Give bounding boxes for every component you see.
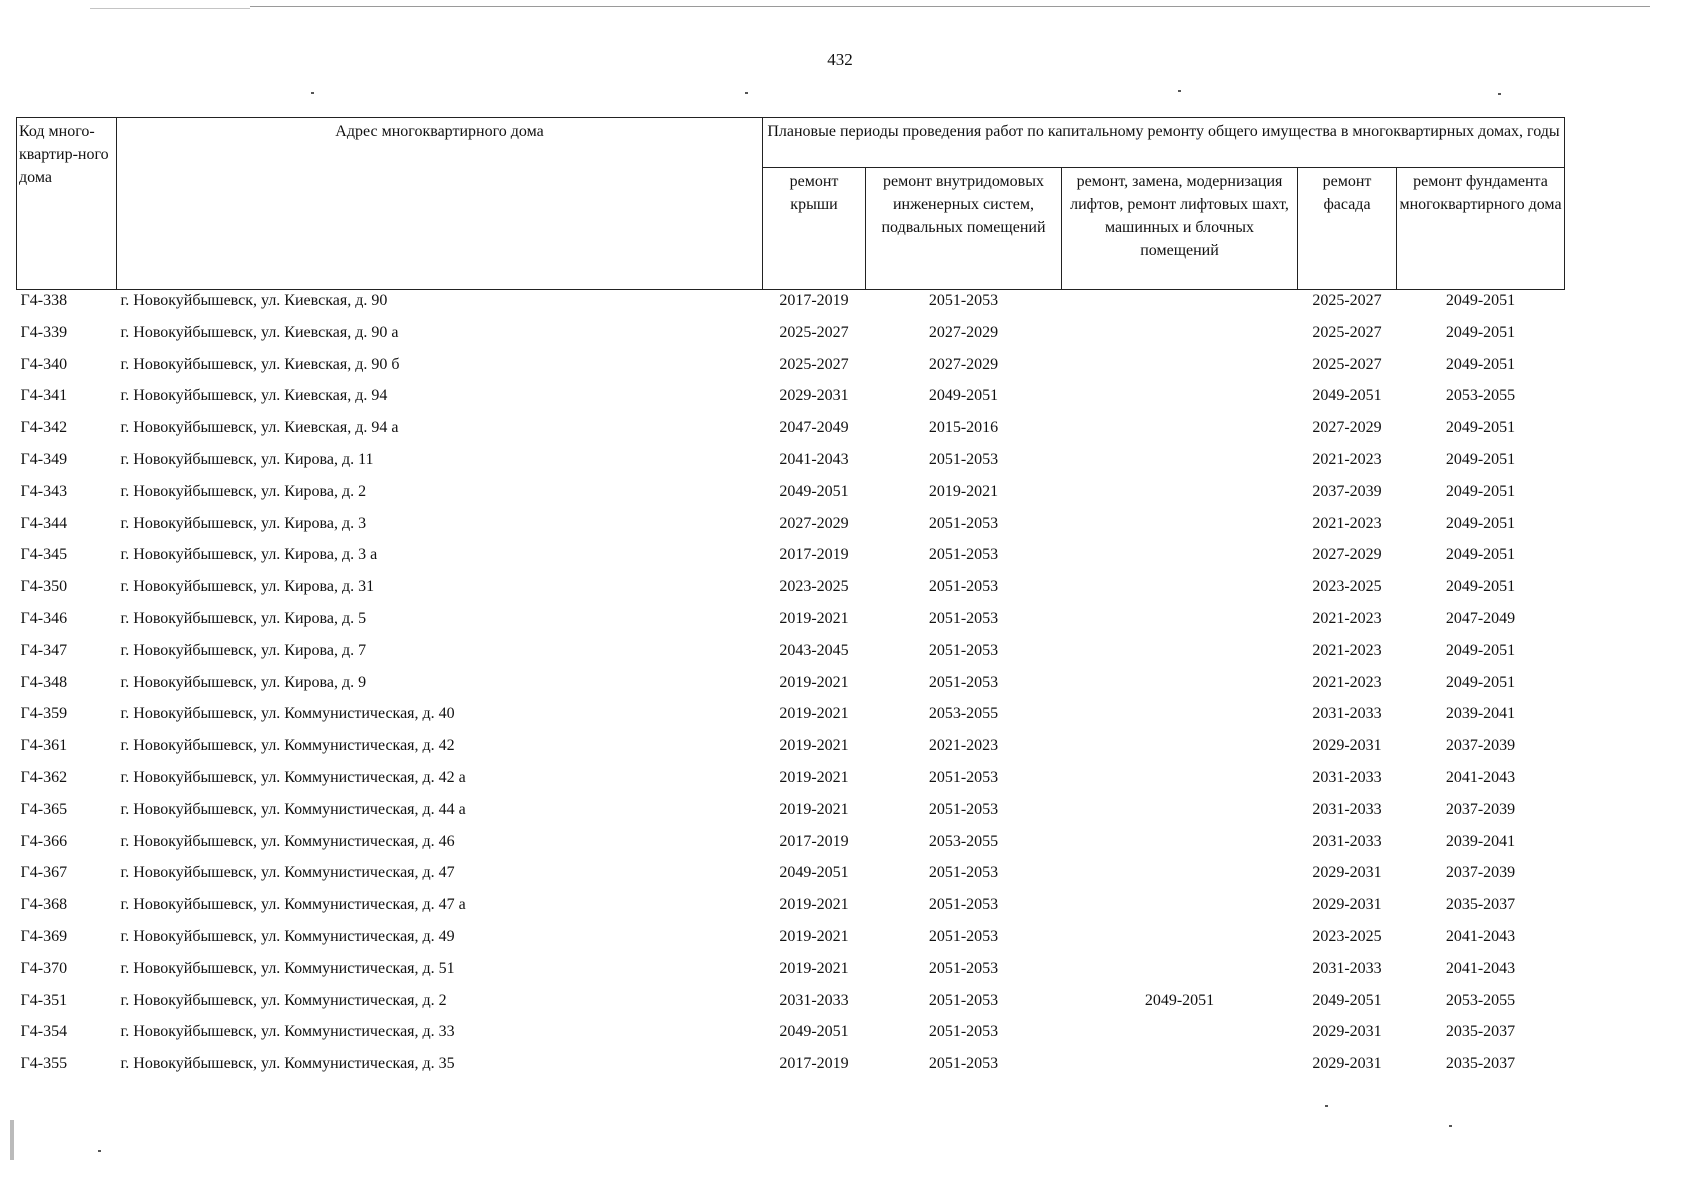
cell-systems: 2019-2021 bbox=[928, 482, 999, 500]
cell-address: г. Новокуйбышевск, ул. Коммунистическая, д. 47 а bbox=[120, 896, 466, 914]
cell-lifts bbox=[1062, 862, 1298, 894]
cell-facade: 2025-2027 bbox=[1312, 292, 1382, 309]
cell-facade: 2031-2033 bbox=[1312, 768, 1382, 786]
cell-roof: 2017-2019 bbox=[779, 292, 849, 309]
cell-facade: 2049-2051 bbox=[1312, 991, 1382, 1009]
header-foundation: ремонт фундамента многоквартирного дома bbox=[1397, 168, 1565, 290]
cell-lifts bbox=[1062, 735, 1298, 767]
cell-systems: 2051-2053 bbox=[928, 609, 999, 627]
cell-roof: 2029-2031 bbox=[779, 387, 849, 405]
table-body bbox=[17, 290, 1565, 1085]
cell-lifts bbox=[1062, 322, 1298, 354]
cell-code: Г4-365 bbox=[20, 800, 68, 818]
table-row bbox=[17, 481, 1565, 513]
cell-address: г. Новокуйбышевск, ул. Кирова, д. 5 bbox=[120, 609, 367, 627]
cell-roof: 2019-2021 bbox=[779, 673, 849, 691]
cell-foundation: 2037-2039 bbox=[1445, 737, 1516, 755]
cell-roof: 2041-2043 bbox=[779, 450, 849, 468]
cell-facade: 2031-2033 bbox=[1312, 800, 1382, 818]
cell-address: г. Новокуйбышевск, ул. Коммунистическая, д. 2 bbox=[120, 991, 447, 1009]
cell-systems: 2051-2053 bbox=[928, 1023, 999, 1041]
cell-systems: 2051-2053 bbox=[928, 800, 999, 818]
cell-foundation: 2041-2043 bbox=[1445, 959, 1516, 977]
cell-foundation: 2053-2055 bbox=[1445, 387, 1516, 405]
cell-foundation: 2049-2051 bbox=[1445, 292, 1516, 309]
cell-lifts bbox=[1062, 1053, 1298, 1085]
cell-code: Г4-366 bbox=[20, 832, 68, 850]
cell-roof: 2017-2019 bbox=[779, 546, 849, 564]
cell-address: г. Новокуйбышевск, ул. Кирова, д. 9 bbox=[120, 673, 367, 691]
cell-systems: 2053-2055 bbox=[928, 705, 999, 723]
cell-code: Г4-355 bbox=[20, 1055, 68, 1073]
table-row bbox=[17, 576, 1565, 608]
cell-roof: 2049-2051 bbox=[779, 482, 849, 500]
cell-roof: 2049-2051 bbox=[779, 864, 849, 882]
header-address: Адрес многоквартирного дома bbox=[117, 118, 763, 290]
cell-roof: 2017-2019 bbox=[779, 1055, 849, 1073]
cell-code: Г4-349 bbox=[20, 450, 68, 468]
table-row bbox=[17, 703, 1565, 735]
cell-systems: 2051-2053 bbox=[928, 896, 999, 914]
cell-address: г. Новокуйбышевск, ул. Коммунистическая, д. 44 а bbox=[120, 800, 466, 818]
cell-facade: 2021-2023 bbox=[1312, 641, 1382, 659]
capital-repair-schedule-table bbox=[16, 117, 1565, 1085]
table-row bbox=[17, 958, 1565, 990]
cell-code: Г4-359 bbox=[20, 705, 68, 723]
table-row bbox=[17, 640, 1565, 672]
cell-code: Г4-346 bbox=[20, 609, 68, 627]
cell-address: г. Новокуйбышевск, ул. Коммунистическая, д. 33 bbox=[120, 1023, 455, 1041]
cell-code: Г4-362 bbox=[20, 768, 68, 786]
table-row bbox=[17, 799, 1565, 831]
cell-facade: 2021-2023 bbox=[1312, 673, 1382, 691]
cell-roof: 2025-2027 bbox=[779, 323, 849, 341]
cell-lifts bbox=[1062, 640, 1298, 672]
header-code: Код много-квартир-ного дома bbox=[17, 118, 117, 290]
scan-speck bbox=[1325, 1105, 1328, 1107]
table-row bbox=[17, 608, 1565, 640]
cell-roof: 2043-2045 bbox=[779, 641, 849, 659]
cell-systems: 2051-2053 bbox=[928, 927, 999, 945]
cell-roof: 2031-2033 bbox=[779, 991, 849, 1009]
cell-code: Г4-344 bbox=[20, 514, 68, 532]
cell-facade: 2027-2029 bbox=[1312, 419, 1382, 437]
cell-code: Г4-348 bbox=[20, 673, 68, 691]
header-facade: ремонт фасада bbox=[1298, 168, 1397, 290]
cell-foundation: 2039-2041 bbox=[1445, 832, 1516, 850]
cell-systems: 2051-2053 bbox=[928, 546, 999, 564]
cell-code: Г4-342 bbox=[20, 419, 68, 437]
cell-lifts: 2049-2051 bbox=[1144, 991, 1215, 1009]
cell-address: г. Новокуйбышевск, ул. Кирова, д. 7 bbox=[120, 641, 367, 659]
cell-lifts bbox=[1062, 544, 1298, 576]
cell-address: г. Новокуйбышевск, ул. Коммунистическая, д. 51 bbox=[120, 959, 455, 977]
cell-facade: 2023-2025 bbox=[1312, 578, 1382, 596]
table-row bbox=[17, 926, 1565, 958]
table-row bbox=[17, 990, 1565, 1022]
cell-address: г. Новокуйбышевск, ул. Коммунистическая, д. 46 bbox=[120, 832, 455, 850]
cell-facade: 2031-2033 bbox=[1312, 705, 1382, 723]
cell-code: Г4-351 bbox=[20, 991, 68, 1009]
cell-address: г. Новокуйбышевск, ул. Киевская, д. 94 bbox=[120, 387, 388, 405]
cell-foundation: 2049-2051 bbox=[1445, 514, 1516, 532]
cell-systems: 2015-2016 bbox=[928, 419, 999, 437]
cell-facade: 2021-2023 bbox=[1312, 450, 1382, 468]
table-row bbox=[17, 894, 1565, 926]
scan-speck bbox=[1449, 1125, 1452, 1127]
cell-systems: 2053-2055 bbox=[928, 832, 999, 850]
cell-facade: 2031-2033 bbox=[1312, 832, 1382, 850]
cell-systems: 2051-2053 bbox=[928, 864, 999, 882]
cell-foundation: 2049-2051 bbox=[1445, 355, 1516, 373]
cell-facade: 2025-2027 bbox=[1312, 323, 1382, 341]
cell-address: г. Новокуйбышевск, ул. Кирова, д. 11 bbox=[120, 450, 374, 468]
table-row bbox=[17, 767, 1565, 799]
cell-systems: 2051-2053 bbox=[928, 768, 999, 786]
cell-roof: 2019-2021 bbox=[779, 800, 849, 818]
cell-address: г. Новокуйбышевск, ул. Киевская, д. 90 б bbox=[120, 355, 400, 373]
cell-address: г. Новокуйбышевск, ул. Коммунистическая, д. 42 bbox=[120, 737, 455, 755]
cell-roof: 2019-2021 bbox=[779, 896, 849, 914]
cell-address: г. Новокуйбышевск, ул. Киевская, д. 90 а bbox=[120, 323, 399, 341]
cell-address: г. Новокуйбышевск, ул. Киевская, д. 94 а bbox=[120, 419, 399, 437]
cell-foundation: 2049-2051 bbox=[1445, 323, 1516, 341]
cell-foundation: 2049-2051 bbox=[1445, 673, 1516, 691]
cell-code: Г4-354 bbox=[20, 1023, 68, 1041]
header-roof: ремонт крыши bbox=[763, 168, 866, 290]
header-lifts: ремонт, замена, модернизация лифтов, ремонт лифтовых шахт, машинных и блочных помещений bbox=[1062, 168, 1298, 290]
table-row bbox=[17, 513, 1565, 545]
cell-roof: 2019-2021 bbox=[779, 768, 849, 786]
cell-roof: 2019-2021 bbox=[779, 705, 849, 723]
table-row bbox=[17, 672, 1565, 704]
cell-facade: 2029-2031 bbox=[1312, 737, 1382, 755]
cell-systems: 2027-2029 bbox=[928, 355, 999, 373]
cell-lifts bbox=[1062, 354, 1298, 386]
cell-foundation: 2049-2051 bbox=[1445, 450, 1516, 468]
table-header bbox=[17, 118, 1565, 290]
cell-foundation: 2053-2055 bbox=[1445, 991, 1516, 1009]
cell-facade: 2025-2027 bbox=[1312, 355, 1382, 373]
cell-systems: 2051-2053 bbox=[928, 450, 999, 468]
cell-roof: 2047-2049 bbox=[779, 419, 849, 437]
cell-roof: 2023-2025 bbox=[779, 578, 849, 596]
cell-roof: 2049-2051 bbox=[779, 1023, 849, 1041]
header-periods: Плановые периоды проведения работ по капитальному ремонту общего имущества в многоквартирных домах, годы bbox=[763, 118, 1565, 168]
cell-lifts bbox=[1062, 290, 1298, 322]
cell-foundation: 2049-2051 bbox=[1445, 419, 1516, 437]
cell-systems: 2051-2053 bbox=[928, 1055, 999, 1073]
cell-foundation: 2041-2043 bbox=[1445, 927, 1516, 945]
cell-foundation: 2035-2037 bbox=[1445, 1055, 1516, 1073]
cell-lifts bbox=[1062, 385, 1298, 417]
cell-systems: 2027-2029 bbox=[928, 323, 999, 341]
header-systems: ремонт внутридомовых инженерных систем, подвальных помещений bbox=[866, 168, 1062, 290]
cell-foundation: 2035-2037 bbox=[1445, 1023, 1516, 1041]
table-row bbox=[17, 1053, 1565, 1085]
cell-lifts bbox=[1062, 417, 1298, 449]
cell-lifts bbox=[1062, 799, 1298, 831]
table-row bbox=[17, 449, 1565, 481]
cell-code: Г4-347 bbox=[20, 641, 68, 659]
cell-foundation: 2049-2051 bbox=[1445, 578, 1516, 596]
cell-address: г. Новокуйбышевск, ул. Кирова, д. 3 а bbox=[120, 546, 378, 564]
cell-code: Г4-343 bbox=[20, 482, 68, 500]
cell-code: Г4-341 bbox=[20, 387, 68, 405]
cell-systems: 2051-2053 bbox=[928, 292, 999, 309]
table-row bbox=[17, 354, 1565, 386]
table-row bbox=[17, 385, 1565, 417]
table-row bbox=[17, 544, 1565, 576]
cell-foundation: 2037-2039 bbox=[1445, 800, 1516, 818]
cell-systems: 2051-2053 bbox=[928, 673, 999, 691]
cell-lifts bbox=[1062, 481, 1298, 513]
cell-facade: 2029-2031 bbox=[1312, 1023, 1382, 1041]
cell-foundation: 2039-2041 bbox=[1445, 705, 1516, 723]
cell-address: г. Новокуйбышевск, ул. Коммунистическая, д. 35 bbox=[120, 1055, 455, 1073]
cell-systems: 2051-2053 bbox=[928, 514, 999, 532]
cell-roof: 2025-2027 bbox=[779, 355, 849, 373]
cell-roof: 2019-2021 bbox=[779, 959, 849, 977]
cell-code: Г4-340 bbox=[20, 355, 68, 373]
table-row bbox=[17, 290, 1565, 322]
table-row bbox=[17, 862, 1565, 894]
scan-edge-line bbox=[250, 6, 1650, 7]
scan-speck bbox=[745, 92, 748, 94]
cell-foundation: 2047-2049 bbox=[1445, 609, 1516, 627]
cell-address: г. Новокуйбышевск, ул. Кирова, д. 2 bbox=[120, 482, 367, 500]
cell-facade: 2021-2023 bbox=[1312, 514, 1382, 532]
cell-address: г. Новокуйбышевск, ул. Коммунистическая, д. 40 bbox=[120, 705, 455, 723]
cell-code: Г4-370 bbox=[20, 959, 68, 977]
cell-systems: 2051-2053 bbox=[928, 578, 999, 596]
cell-address: г. Новокуйбышевск, ул. Кирова, д. 31 bbox=[120, 578, 375, 596]
cell-code: Г4-361 bbox=[20, 737, 68, 755]
cell-facade: 2049-2051 bbox=[1312, 387, 1382, 405]
cell-roof: 2017-2019 bbox=[779, 832, 849, 850]
scan-speck bbox=[311, 92, 314, 94]
cell-code: Г4-369 bbox=[20, 927, 68, 945]
scan-margin-mark bbox=[10, 1120, 14, 1160]
cell-facade: 2023-2025 bbox=[1312, 927, 1382, 945]
cell-lifts bbox=[1062, 926, 1298, 958]
scan-speck bbox=[1178, 90, 1181, 92]
table-row bbox=[17, 831, 1565, 863]
cell-lifts bbox=[1062, 894, 1298, 926]
cell-code: Г4-345 bbox=[20, 546, 68, 564]
cell-foundation: 2049-2051 bbox=[1445, 482, 1516, 500]
cell-foundation: 2035-2037 bbox=[1445, 896, 1516, 914]
table-row bbox=[17, 735, 1565, 767]
cell-lifts bbox=[1062, 576, 1298, 608]
cell-address: г. Новокуйбышевск, ул. Коммунистическая, д. 49 bbox=[120, 927, 455, 945]
cell-facade: 2029-2031 bbox=[1312, 1055, 1382, 1073]
cell-lifts bbox=[1062, 608, 1298, 640]
cell-roof: 2027-2029 bbox=[779, 514, 849, 532]
cell-address: г. Новокуйбышевск, ул. Киевская, д. 90 bbox=[120, 292, 388, 309]
cell-address: г. Новокуйбышевск, ул. Коммунистическая, д. 42 а bbox=[120, 768, 466, 786]
cell-roof: 2019-2021 bbox=[779, 927, 849, 945]
cell-code: Г4-368 bbox=[20, 896, 68, 914]
cell-lifts bbox=[1062, 672, 1298, 704]
cell-foundation: 2049-2051 bbox=[1445, 641, 1516, 659]
cell-code: Г4-367 bbox=[20, 864, 68, 882]
cell-foundation: 2049-2051 bbox=[1445, 546, 1516, 564]
cell-foundation: 2041-2043 bbox=[1445, 768, 1516, 786]
cell-lifts bbox=[1062, 767, 1298, 799]
cell-facade: 2027-2029 bbox=[1312, 546, 1382, 564]
cell-code: Г4-350 bbox=[20, 578, 68, 596]
cell-lifts bbox=[1062, 831, 1298, 863]
cell-address: г. Новокуйбышевск, ул. Кирова, д. 3 bbox=[120, 514, 367, 532]
cell-roof: 2019-2021 bbox=[779, 737, 849, 755]
table-row bbox=[17, 1021, 1565, 1053]
cell-lifts bbox=[1062, 703, 1298, 735]
scan-speck bbox=[1498, 93, 1501, 95]
cell-systems: 2049-2051 bbox=[928, 387, 999, 405]
page-number: 432 bbox=[827, 50, 853, 69]
cell-systems: 2051-2053 bbox=[928, 991, 999, 1009]
cell-foundation: 2037-2039 bbox=[1445, 864, 1516, 882]
table-row bbox=[17, 417, 1565, 449]
cell-facade: 2021-2023 bbox=[1312, 609, 1382, 627]
cell-systems: 2051-2053 bbox=[928, 641, 999, 659]
scan-speck bbox=[98, 1150, 101, 1152]
cell-code: Г4-338 bbox=[20, 292, 68, 309]
cell-facade: 2029-2031 bbox=[1312, 896, 1382, 914]
cell-facade: 2031-2033 bbox=[1312, 959, 1382, 977]
table-row bbox=[17, 322, 1565, 354]
cell-systems: 2021-2023 bbox=[928, 737, 999, 755]
cell-code: Г4-339 bbox=[20, 323, 68, 341]
cell-lifts bbox=[1062, 513, 1298, 545]
cell-lifts bbox=[1062, 958, 1298, 990]
cell-roof: 2019-2021 bbox=[779, 609, 849, 627]
cell-facade: 2029-2031 bbox=[1312, 864, 1382, 882]
scan-edge-line-short bbox=[90, 8, 250, 9]
cell-address: г. Новокуйбышевск, ул. Коммунистическая, д. 47 bbox=[120, 864, 455, 882]
cell-facade: 2037-2039 bbox=[1312, 482, 1382, 500]
cell-lifts bbox=[1062, 1021, 1298, 1053]
cell-systems: 2051-2053 bbox=[928, 959, 999, 977]
cell-lifts bbox=[1062, 449, 1298, 481]
